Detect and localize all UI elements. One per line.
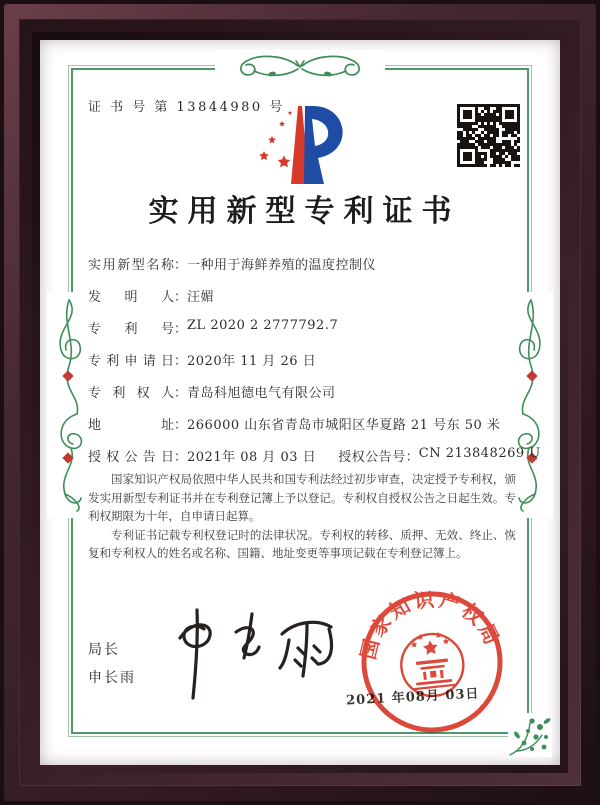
certificate-paper — [40, 40, 560, 765]
field-row-filing-date: 专利申请日：2020年 11 月 26 日 — [88, 354, 317, 369]
director-block — [88, 636, 136, 692]
left-scroll-ornament — [47, 292, 89, 518]
field-row-patentee: 专利权人：青岛科旭德电气有限公司 — [88, 386, 336, 401]
field-row-address: 地址：266000 山东省青岛市城阳区华夏路 21 号东 50 米 — [88, 418, 501, 433]
field-row-inventor: 发明人：汪媚 — [88, 290, 215, 305]
field-row-name: 实用新型名称：一种用于海鲜养殖的温度控制仪 — [88, 258, 377, 273]
seal-date: 2021 年08月 03日 — [345, 686, 480, 709]
field-row-patent-no: 专利号：ZL 2020 2 2777792.7 — [88, 318, 339, 337]
certificate-number: 证 书 号 第 13844980 号 — [88, 100, 285, 115]
seal-text: 国家知识产权局 — [355, 586, 506, 662]
legal-text — [88, 470, 516, 563]
top-flourish-ornament — [215, 50, 385, 82]
official-seal-icon — [350, 580, 515, 745]
director-title: 局长 — [88, 642, 120, 658]
director-signature-icon — [156, 602, 356, 707]
legal-paragraph-2: 专利证书记载专利权登记时的法律状况。专利权的转移、质押、无效、终止、恢复和专利权人的姓名或名称、国籍、地址变更等事项记载在专利登记簿上。 — [88, 527, 516, 560]
qr-code — [457, 104, 520, 167]
cnipa-logo-icon — [240, 100, 360, 188]
legal-paragraph-1: 国家知识产权局依照中华人民共和国专利法经过初步审查，决定授予专利权，颁发实用新型专利证书并在专利登记簿上予以登记。专利权自授权公告之日起生效。专利权期限为十年，自申请日起算。 — [88, 472, 516, 523]
grant-number-label: 授权公告号 — [338, 450, 406, 465]
certificate-title: 实用新型专利证书 — [148, 194, 461, 229]
grant-number-value: CN 213848269 U — [418, 446, 541, 461]
director-name: 申长雨 — [88, 670, 136, 686]
field-row-grant: 授权公告日：2021年 08 月 03 日 授权公告号：CN 213848269 U — [88, 446, 541, 465]
field-list — [88, 254, 541, 478]
